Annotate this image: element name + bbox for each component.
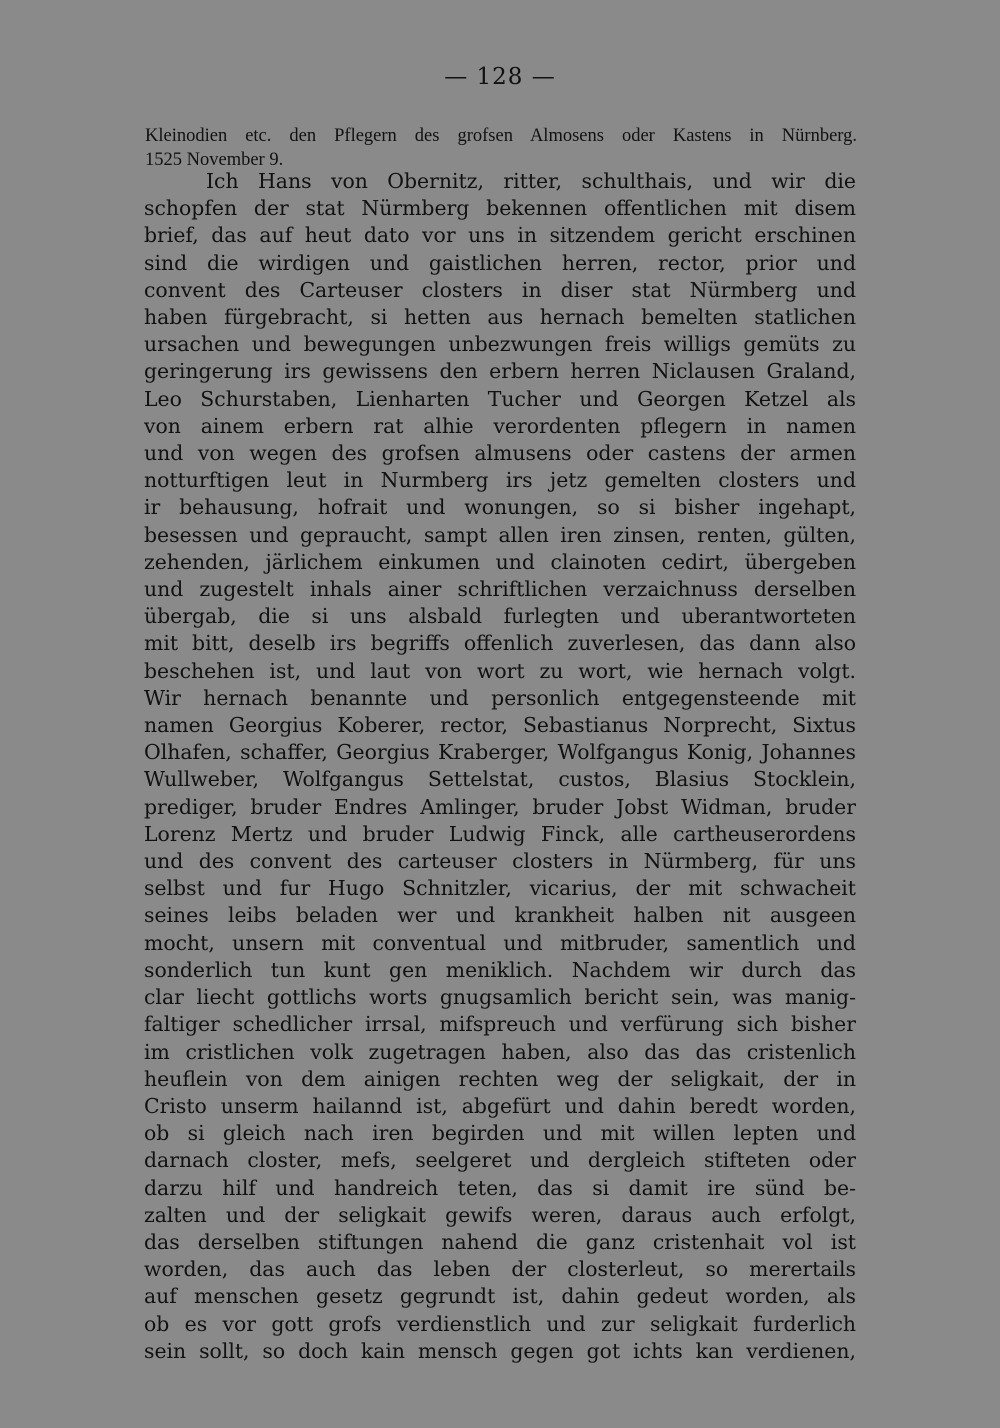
body-line: Lorenz Mertz und bruder Ludwig Finck, alle cartheuserordens	[144, 821, 856, 846]
body-line: Cristo unserm hailannd ist, abgefürt und dahin beredt worden,	[144, 1093, 856, 1118]
body-line: Leo Schurstaben, Lienharten Tucher und Georgen Ketzel als	[144, 386, 856, 411]
body-line: von ainem erbern rat alhie verordenten pflegern in namen	[144, 413, 856, 438]
body-line: haben fürgebracht, si hetten aus hernach bemelten statlichen	[144, 305, 856, 330]
body-line: übergab, die si uns alsbald furlegten und uberantworteten	[144, 604, 856, 629]
body-line: Wir hernach benannte und personlich entgegensteende mit	[144, 685, 856, 710]
body-line: geringerung irs gewissens den erbern herren Niclausen Graland,	[144, 359, 856, 384]
body-line: ir behausung, hofrait und wonungen, so si bisher ingehapt,	[144, 495, 856, 520]
body-line: zehenden, järlichem einkumen und clainoten cedirt, übergeben	[144, 549, 856, 574]
body-line: selbst und fur Hugo Schnitzler, vicarius, der mit schwacheit	[144, 876, 856, 901]
body-line: sind die wirdigen und gaistlichen herren, rector, prior und	[144, 250, 856, 275]
body-line: convent des Carteuser closters in diser stat Nürmberg und	[144, 277, 856, 302]
body-line: mit bitt, deselb irs begriffs offenlich zuverlesen, das dann also	[144, 631, 856, 656]
body-line: das derselben stiftungen nahend die ganz cristenhait vol ist	[144, 1229, 856, 1254]
paragraph-first-line: Ich Hans von Obernitz, ritter, schulthais, und wir die	[206, 169, 856, 193]
page-number: — 128 —	[444, 64, 556, 90]
body-line: seines leibs beladen wer und krankheit halben nit ausgeen	[144, 903, 856, 928]
body-line: sein sollt, so doch kain mensch gegen got ichts kan verdienen,	[144, 1338, 856, 1363]
header-date-line: 1525 November 9.	[145, 150, 284, 170]
body-line: darnach closter, mefs, seelgeret und dergleich stifteten oder	[144, 1148, 856, 1173]
body-line: darzu hilf und handreich teten, das si damit ire sünd be-	[144, 1175, 856, 1200]
body-line: notturftigen leut in Nurmberg irs jetz gemelten closters und	[144, 468, 856, 493]
body-line: und zugestelt inhals ainer schriftlichen verzaichnuss derselben	[144, 577, 856, 602]
body-line: ob si gleich nach iren begirden und mit willen lepten und	[144, 1121, 856, 1146]
body-line: namen Georgius Koberer, rector, Sebastianus Norprecht, Sixtus	[144, 713, 856, 738]
document-body	[144, 168, 856, 1365]
body-line: Olhafen, schaffer, Georgius Kraberger, Wolfgangus Konig, Johannes	[144, 740, 856, 765]
body-line: mocht, unsern mit conventual und mitbruder, samentlich und	[144, 930, 856, 955]
body-line: besessen und gepraucht, sampt allen iren zinsen, renten, gülten,	[144, 522, 856, 547]
body-line: prediger, bruder Endres Amlinger, bruder Jobst Widman, bruder	[144, 794, 856, 819]
body-line: sonderlich tun kunt gen meniklich. Nachdem wir durch das	[144, 957, 856, 982]
body-line: clar liecht gottlichs worts gnugsamlich bericht sein, was manig-	[144, 985, 856, 1010]
body-line: faltiger schedlicher irrsal, mifspreuch und verfürung sich bisher	[144, 1012, 856, 1037]
body-line: heuflein von dem ainigen rechten weg der seligkait, der in	[144, 1066, 856, 1091]
body-line: brief, das auf heut dato vor uns in sitzendem gericht erschinen	[144, 223, 856, 248]
body-line: worden, das auch das leben der closterleut, so merertails	[144, 1257, 856, 1282]
body-line: ob es vor gott grofs verdienstlich und zur seligkait furderlich	[144, 1311, 856, 1336]
document-header	[145, 124, 857, 172]
body-line: schopfen der stat Nürmberg bekennen offentlichen mit disem	[144, 196, 856, 221]
header-line: Kleinodien etc. den Pflegern des grofsen Almosens oder Kastens in Nürnberg.	[145, 126, 857, 146]
body-line: ursachen und bewegungen unbezwungen freis willigs gemüts zu	[144, 332, 856, 357]
body-line: und von wegen des grofsen almusens oder castens der armen	[144, 441, 856, 466]
body-line: im cristlichen volk zugetragen haben, also das das cristenlich	[144, 1039, 856, 1064]
body-line: zalten und der seligkait gewifs weren, daraus auch erfolgt,	[144, 1202, 856, 1227]
body-line: beschehen ist, und laut von wort zu wort, wie hernach volgt.	[144, 658, 856, 683]
body-line: Wullweber, Wolfgangus Settelstat, custos, Blasius Stocklein,	[144, 767, 856, 792]
body-line: auf menschen gesetz gegrundt ist, dahin gedeut worden, als	[144, 1284, 856, 1309]
body-line: und des convent des carteuser closters in Nürmberg, für uns	[144, 849, 856, 874]
